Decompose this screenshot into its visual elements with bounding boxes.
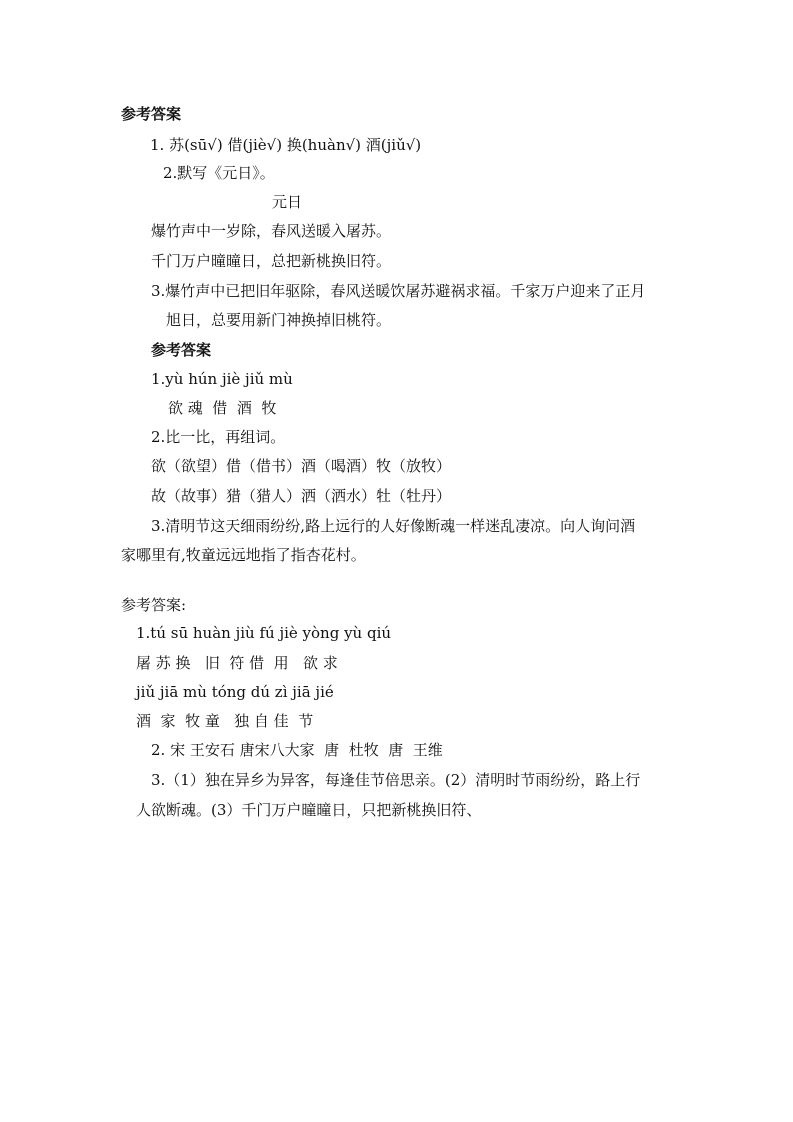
poem-title: 元日 bbox=[272, 193, 303, 211]
section3-q1-pinyin-1: 1.tú sū huàn jiù fú jiè yòng yù qiú bbox=[136, 624, 392, 642]
poem-line-1: 爆竹声中一岁除，春风送暖入屠苏。 bbox=[151, 222, 392, 240]
section1-q2-label: 2.默写《元日》。 bbox=[163, 164, 275, 182]
section3-q1-pinyin-2: jiǔ jiā mù tóng dú zì jiā jié bbox=[136, 683, 334, 701]
section1-heading: 参考答案 bbox=[121, 105, 182, 123]
section1-q1: 1. 苏(sū√) 借(jiè√) 换(huàn√) 酒(jiǔ√) bbox=[150, 136, 422, 154]
section3-q3-line2: 人欲断魂。(3）千门万户曈曈日，只把新桃换旧符、 bbox=[136, 801, 482, 819]
section2-q2-line2: 故（故事）猎（猎人）洒（洒水）牡（牡丹） bbox=[151, 487, 452, 505]
section2-heading: 参考答案 bbox=[151, 341, 212, 359]
section3-q1-chars-2: 酒 家 牧 童 独 自 佳 节 bbox=[136, 712, 314, 730]
section2-q1-pinyin: 1.yù hún jiè jiǔ mù bbox=[151, 370, 293, 388]
section1-q3-line2: 旭日，总要用新门神换掉旧桃符。 bbox=[166, 311, 392, 329]
section3-heading: 参考答案: bbox=[121, 596, 187, 614]
section2-q1-chars: 欲 魂 借 酒 牧 bbox=[168, 399, 277, 417]
section2-q2-line1: 欲（欲望）借（借书）酒（喝酒）牧（放牧） bbox=[151, 457, 452, 475]
section2-q3-line2: 家哪里有,牧童远远地指了指杏花村。 bbox=[121, 546, 366, 564]
section3-q3-line1: 3.（1）独在异乡为异客，每逢佳节倍思亲。(2）清明时节雨纷纷，路上行 bbox=[151, 771, 641, 789]
section3-q2: 2. 宋 王安石 唐宋八大家 唐 杜牧 唐 王维 bbox=[151, 741, 443, 759]
section3-q1-chars-1: 屠 苏 换 旧 符 借 用 欲 求 bbox=[136, 654, 338, 672]
poem-line-2: 千门万户曈曈日，总把新桃换旧符。 bbox=[151, 252, 392, 270]
section2-q2-label: 2.比一比，再组词。 bbox=[151, 428, 286, 446]
section1-q3-line1: 3.爆竹声中已把旧年驱除，春风送暖饮屠苏避祸求福。千家万户迎来了正月 bbox=[151, 282, 646, 300]
section2-q3-line1: 3.清明节这天细雨纷纷,路上远行的人好像断魂一样迷乱凄凉。向人询问酒 bbox=[151, 517, 636, 535]
